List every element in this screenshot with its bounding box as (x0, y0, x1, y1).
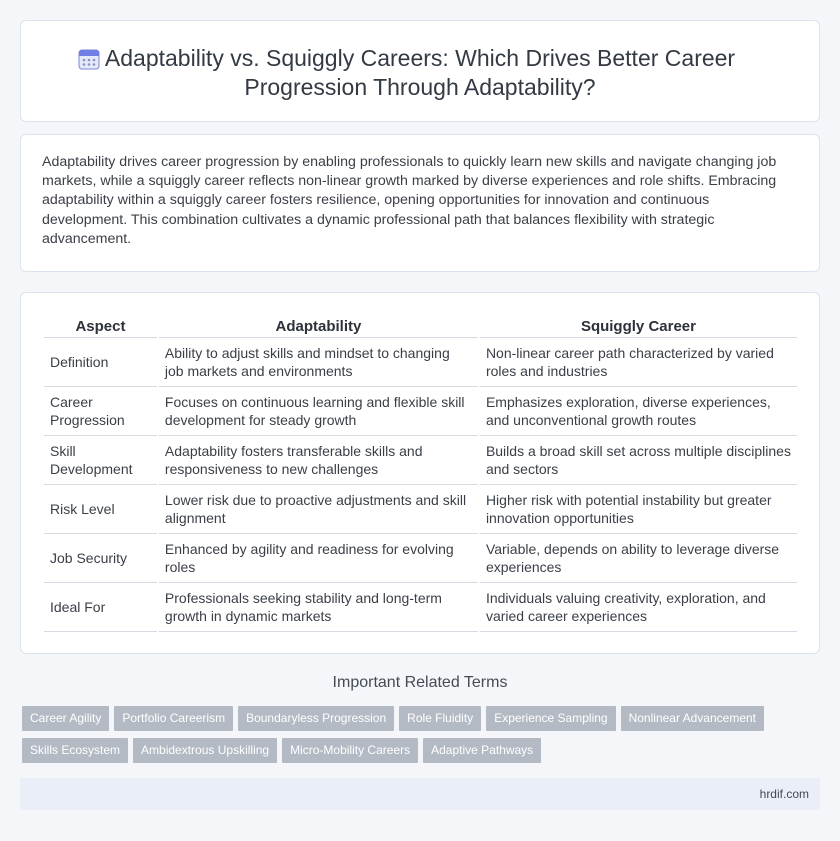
intro-card (20, 134, 820, 272)
row-aspect: Ideal For (44, 583, 157, 632)
row-squiggly: Emphasizes exploration, diverse experiences, and unconventional growth routes (480, 387, 797, 436)
header-aspect: Aspect (44, 315, 157, 338)
page-title (21, 44, 819, 102)
row-aspect: Risk Level (44, 485, 157, 534)
row-squiggly: Builds a broad skill set across multiple disciplines and sectors (480, 436, 797, 485)
row-squiggly: Higher risk with potential instability but greater innovation opportunities (480, 485, 797, 534)
row-squiggly: Individuals valuing creativity, exploration, and varied career experiences (480, 583, 797, 632)
table-row (44, 338, 797, 387)
row-aspect: Career Progression (44, 387, 157, 436)
tag-adaptive-pathways[interactable]: Adaptive Pathways (423, 738, 541, 763)
related-terms-tags (22, 706, 812, 770)
tag-role-fluidity[interactable]: Role Fluidity (399, 706, 481, 731)
row-adaptability: Professionals seeking stability and long-term growth in dynamic markets (159, 583, 478, 632)
row-adaptability: Ability to adjust skills and mindset to changing job markets and environments (159, 338, 478, 387)
footer-site-link[interactable]: hrdif.com (759, 787, 809, 801)
tag-career-agility[interactable]: Career Agility (22, 706, 109, 731)
tag-ambidextrous-upskilling[interactable]: Ambidextrous Upskilling (133, 738, 277, 763)
header-squiggly-career: Squiggly Career (480, 315, 797, 338)
table-row (44, 485, 797, 534)
row-adaptability: Focuses on continuous learning and flexible skill development for steady growth (159, 387, 478, 436)
related-terms-title: Important Related Terms (332, 674, 508, 691)
intro-paragraph: Adaptability drives career progression by enabling professionals to quickly learn new skills and navigate changing job markets, while a squiggly career reflects non-linear growth marked by diverse experiences and role shifts. Embracing adaptability within a squiggly career fosters resilience, opening opportunities for innovation and continuous development. This combination cultivates a dynamic professional path that balances flexibility with strategic advancement. (42, 154, 777, 247)
tag-portfolio-careerism[interactable]: Portfolio Careerism (114, 706, 233, 731)
comparison-table-card (20, 292, 820, 654)
table-row (44, 387, 797, 436)
tag-boundaryless-progression[interactable]: Boundaryless Progression (238, 706, 394, 731)
tag-micro-mobility-careers[interactable]: Micro-Mobility Careers (282, 738, 418, 763)
row-aspect: Definition (44, 338, 157, 387)
row-adaptability: Lower risk due to proactive adjustments and skill alignment (159, 485, 478, 534)
row-adaptability: Adaptability fosters transferable skills and responsiveness to new challenges (159, 436, 478, 485)
tag-nonlinear-advancement[interactable]: Nonlinear Advancement (621, 706, 764, 731)
row-squiggly: Non-linear career path characterized by varied roles and industries (480, 338, 797, 387)
row-squiggly: Variable, depends on ability to leverage diverse experiences (480, 534, 797, 583)
page-title-line2: Progression Through Adaptability? (244, 74, 596, 100)
header-adaptability: Adaptability (159, 315, 478, 338)
table-row (44, 534, 797, 583)
table-header-row (44, 315, 797, 338)
row-adaptability: Enhanced by agility and readiness for evolving roles (159, 534, 478, 583)
title-card (20, 20, 820, 122)
comparison-table (42, 315, 799, 632)
tag-experience-sampling[interactable]: Experience Sampling (486, 706, 615, 731)
footer (20, 778, 820, 810)
tag-skills-ecosystem[interactable]: Skills Ecosystem (22, 738, 128, 763)
page-title-line1: Adaptability vs. Squiggly Careers: Which Drives Better Career (104, 45, 736, 71)
table-row (44, 583, 797, 632)
row-aspect: Skill Development (44, 436, 157, 485)
row-aspect: Job Security (44, 534, 157, 583)
table-row (44, 436, 797, 485)
